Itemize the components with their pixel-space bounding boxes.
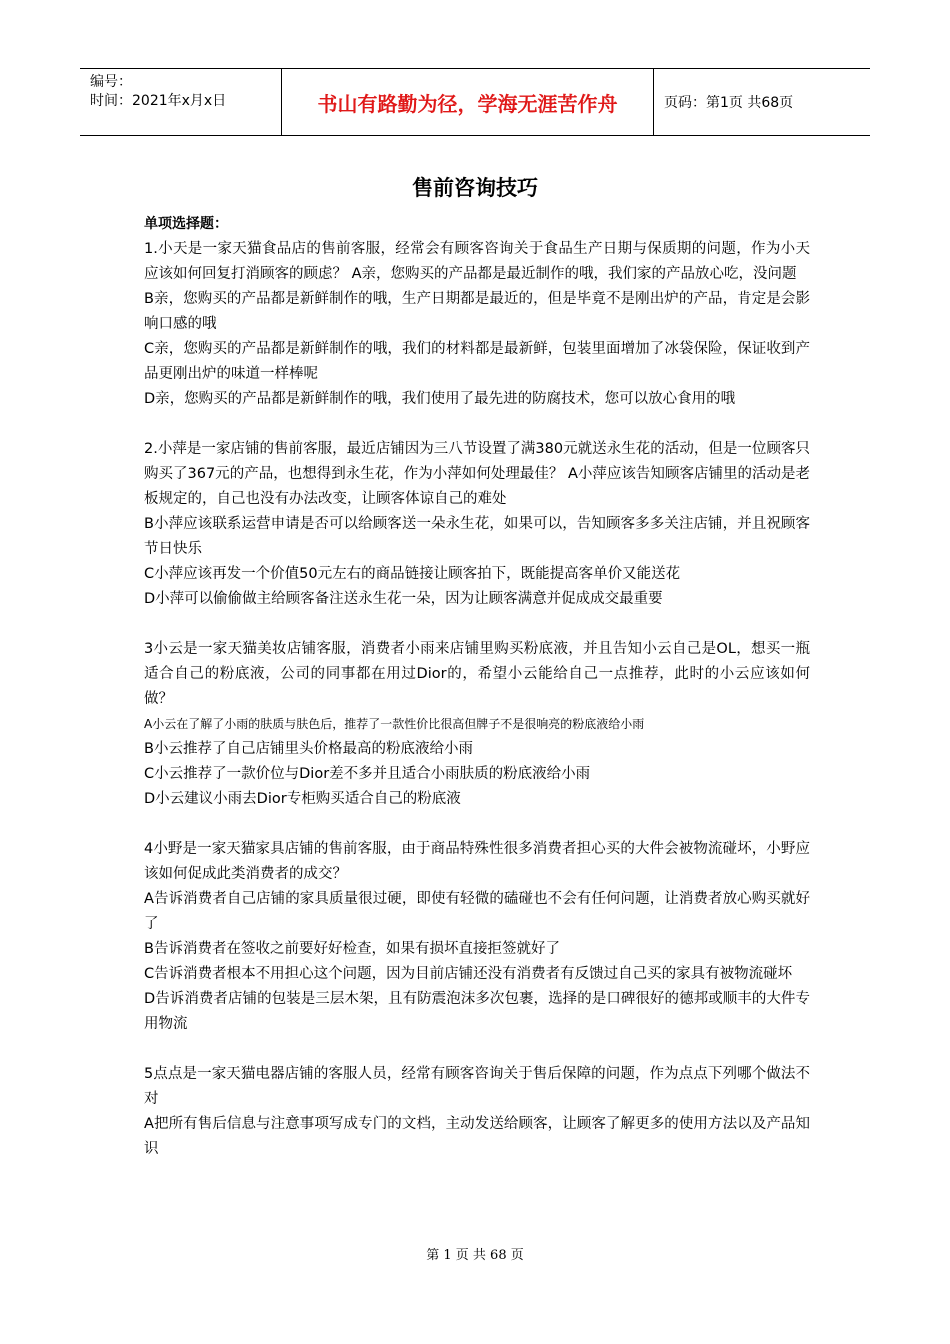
question-3-option-a: A小云在了解了小雨的肤质与肤色后，推荐了一款性价比很高但牌子不是很响亮的粉底液给小雨	[144, 717, 645, 731]
question-1-option-d: D亲，您购买的产品都是新鲜制作的哦，我们使用了最先进的防腐技术，您可以放心食用的哦	[144, 391, 736, 407]
question-3-option-b: B小云推荐了自己店铺里头价格最高的粉底液给小雨	[144, 741, 473, 757]
question-3-option-c: C小云推荐了一款价位与Dior差不多并且适合小雨肤质的粉底液给小雨	[144, 766, 591, 782]
question-4-option-c: C告诉消费者根本不用担心这个问题，因为目前店铺还没有消费者有反馈过自己买的家具有被物流碰坏	[144, 966, 793, 982]
question-2-option-b: B小萍应该联系运营申请是否可以给顾客送一朵永生花，如果可以，告知顾客多多关注店铺，并且祝顾客节日快乐	[144, 516, 810, 557]
question-1-option-c: C亲，您购买的产品都是新鲜制作的哦，我们的材料都是最新鲜，包装里面增加了冰袋保险，保证收到产品更刚出炉的味道一样棒呢	[144, 341, 810, 382]
question-5-option-a: A把所有售后信息与注意事项写成专门的文档，主动发送给顾客，让顾客了解更多的使用方法以及产品知识	[144, 1116, 810, 1157]
question-4-option-a: A告诉消费者自己店铺的家具质量很过硬，即使有轻微的磕碰也不会有任何问题，让消费者放心购买就好了	[144, 891, 810, 932]
page-header	[80, 68, 870, 136]
question-2-option-d: D小萍可以偷偷做主给顾客备注送永生花一朵，因为让顾客满意并促成成交最重要	[144, 591, 663, 607]
page-footer: 第 1 页 共 68 页	[426, 1248, 524, 1263]
question-4-stem: 4小野是一家天猫家具店铺的售前客服，由于商品特殊性很多消费者担心买的大件会被物流碰坏，小野应该如何促成此类消费者的成交？	[144, 841, 810, 882]
question-4-option-b: B告诉消费者在签收之前要好好检查，如果有损坏直接拒签就好了	[144, 941, 560, 957]
question-5-stem: 5点点是一家天猫电器店铺的客服人员，经常有顾客咨询关于售后保障的问题，作为点点下列哪个做法不对	[144, 1066, 810, 1107]
header-page-info: 页码：第1页 共68页	[664, 95, 794, 111]
question-3-option-d: D小云建议小雨去Dior专柜购买适合自己的粉底液	[144, 791, 461, 807]
header-motto: 书山有路勤为径，学海无涯苦作舟	[282, 69, 654, 135]
question-4-option-d: D告诉消费者店铺的包装是三层木架，且有防震泡沫多次包裹，选择的是口碑很好的德邦或顺丰的大件专用物流	[144, 991, 810, 1032]
section-heading: 单项选择题：	[144, 216, 228, 232]
document-body	[144, 212, 810, 1162]
question-3-stem: 3小云是一家天猫美妆店铺客服，消费者小雨来店铺里购买粉底液，并且告知小云自己是OL，想买一瓶适合自己的粉底液，公司的同事都在用过Dior的，希望小云能给自己一点推荐，此时的小云应该如何做？	[144, 641, 810, 707]
question-1-option-b: B亲，您购买的产品都是新鲜制作的哦，生产日期都是最近的，但是毕竟不是刚出炉的产品，肯定是会影响口感的哦	[144, 291, 810, 332]
question-2-stem: 2.小萍是一家店铺的售前客服，最近店铺因为三八节设置了满380元就送永生花的活动，但是一位顾客只购买了367元的产品，也想得到永生花，作为小萍如何处理最佳？ A小萍应该告知顾客店铺里的活动是老板规定的，自己也没有办法改变，让顾客体谅自己的难处	[144, 441, 810, 507]
document-title: 售前咨询技巧	[412, 176, 538, 200]
header-meta	[80, 69, 282, 135]
document-number: 编号：	[90, 74, 132, 90]
question-2-option-c: C小萍应该再发一个价值50元左右的商品链接让顾客拍下，既能提高客单价又能送花	[144, 566, 681, 582]
document-date: 时间：2021年x月x日	[90, 93, 227, 109]
question-1-stem: 1.小天是一家天猫食品店的售前客服，经常会有顾客咨询关于食品生产日期与保质期的问题，作为小天应该如何回复打消顾客的顾虑？ A亲，您购买的产品都是最近制作的哦，我们家的产品放心吃，没问题	[144, 241, 810, 282]
